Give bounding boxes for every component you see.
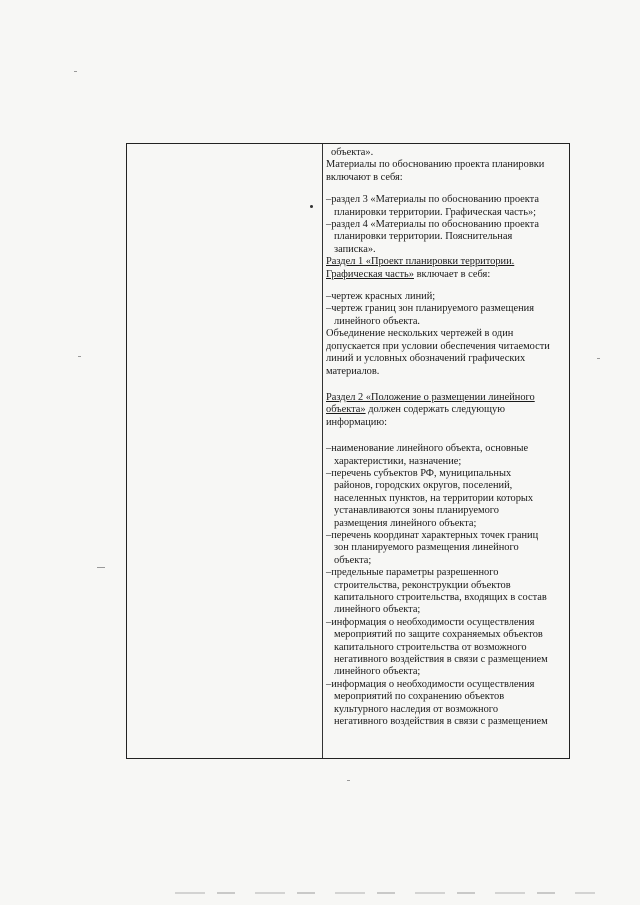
section-heading: Графическая часть» bbox=[326, 268, 414, 280]
text-line: зон планируемого размещения линейного bbox=[334, 542, 519, 554]
text-line: материалов. bbox=[326, 365, 380, 377]
list-item: –раздел 4 «Материалы по обоснованию проекта bbox=[326, 219, 539, 231]
list-item: –наименование линейного объекта, основные bbox=[326, 443, 529, 455]
column-divider bbox=[322, 144, 323, 758]
text-line: объекта; bbox=[334, 554, 372, 566]
text-line: объекта». bbox=[331, 147, 374, 158]
text-line: Материалы по обоснованию проекта планировки bbox=[326, 159, 545, 171]
text-line: линейного объекта; bbox=[334, 604, 421, 616]
list-item: –раздел 3 «Материалы по обоснованию проекта bbox=[326, 194, 539, 206]
text-line: негативного воздействия в связи с размещением bbox=[334, 654, 548, 666]
text-line: размещения линейного объекта; bbox=[334, 517, 477, 529]
text-line: линейного объекта; bbox=[334, 666, 421, 678]
text-line: капитального строительства от возможного bbox=[334, 641, 527, 653]
scan-speck bbox=[74, 71, 77, 72]
text-line: мероприятий по сохранению объектов bbox=[334, 691, 505, 703]
list-item: –предельные параметры разрешенного bbox=[326, 567, 499, 579]
text-line: включают в себя: bbox=[326, 171, 403, 183]
text-line: информацию: bbox=[326, 416, 387, 428]
text-line bbox=[326, 269, 565, 281]
text-fragment: должен содержать следующую bbox=[365, 404, 506, 416]
list-item: –информация о необходимости осуществления bbox=[326, 616, 535, 628]
text-line: планировки территории. Графическая часть»; bbox=[334, 206, 537, 218]
requirements-table bbox=[126, 143, 570, 759]
text-line: строительства, реконструкции объектов bbox=[334, 579, 511, 591]
text-line: планировки территории. Пояснительная bbox=[334, 231, 513, 243]
scan-speck bbox=[347, 780, 350, 781]
text-line: линий и условных обозначений графических bbox=[326, 353, 526, 365]
scan-speck bbox=[597, 358, 600, 359]
text-fragment: включает в себя: bbox=[413, 268, 491, 280]
scan-speck bbox=[97, 567, 105, 568]
section-heading: Раздел 2 «Положение о размещении линейного bbox=[326, 391, 535, 403]
list-item: –чертеж границ зон планируемого размещения bbox=[326, 303, 535, 315]
text-line: записка». bbox=[334, 243, 376, 255]
list-item: –перечень субъектов РФ, муниципальных bbox=[326, 467, 512, 479]
text-line: допускается при условии обеспечения читаемости bbox=[326, 340, 550, 352]
text-line: негативного воздействия в связи с размещением bbox=[334, 716, 548, 728]
text-line: мероприятий по защите сохраняемых объектов bbox=[334, 629, 543, 641]
text-line: районов, городских округов, поселений, bbox=[334, 480, 513, 492]
scan-edge-artifact bbox=[175, 892, 595, 894]
text-line: культурного наследия от возможного bbox=[334, 703, 499, 715]
section-heading: Раздел 1 «Проект планировки территории. bbox=[326, 256, 515, 268]
right-column-text bbox=[326, 147, 565, 728]
text-line: Объединение нескольких чертежей в один bbox=[326, 328, 514, 340]
text-line: линейного объекта. bbox=[334, 315, 421, 327]
list-item: –информация о необходимости осуществления bbox=[326, 678, 535, 690]
list-item: –перечень координат характерных точек границ bbox=[326, 529, 539, 541]
text-line: капитального строительства, входящих в состав bbox=[334, 592, 547, 603]
section-heading: объекта» bbox=[326, 404, 366, 416]
list-item: –чертеж красных линий; bbox=[326, 291, 436, 303]
text-line: населенных пунктов, на территории которых bbox=[334, 492, 534, 504]
text-line bbox=[326, 404, 565, 416]
scan-speck bbox=[78, 356, 81, 357]
text-line: характеристики, назначение; bbox=[334, 455, 462, 467]
scan-speck bbox=[310, 205, 313, 208]
text-line: устанавливаются зоны планируемого bbox=[334, 505, 499, 517]
